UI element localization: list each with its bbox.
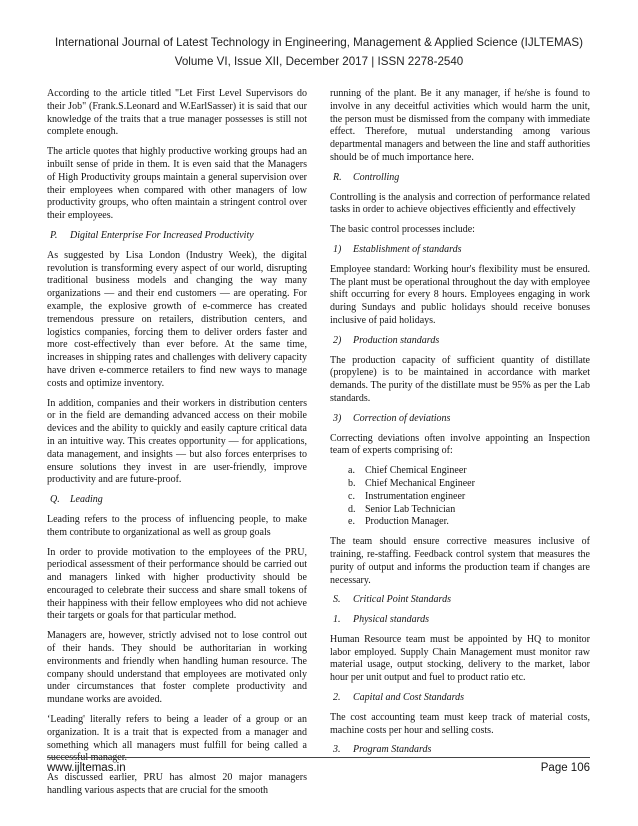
list-text: Production Manager. [365,516,449,528]
paragraph: As suggested by Lisa London (Industry Week), the digital revolution is transforming every aspect of our world, disrupting traditional business models and changing the way many organizations — and their end customers — are operating. For example, the explosive growth of e-commerce has created tremendous pressure on retailers, distribution centers, and logistics companies, forcing them to deliver orders faster and more cost-effectively than ever before. At the same time, increases in shipping rates and challenges with delivery capacity have driven e-commerce retailers to find new ways to manage costs and optimize inventory. [47,249,307,389]
list-marker: e. [348,516,355,528]
list-item [330,516,590,529]
section-title: Production standards [353,334,440,346]
section-number: 2. [333,692,341,704]
paragraph: As discussed earlier, PRU has almost 20 major managers handling various aspects that are crucial for the smooth [47,772,307,797]
section-number: R. [333,171,342,183]
paragraph: Managers are, however, strictly advised not to lose control out of their hands. They should be authoritarian in working environments and friendly when handling human resource. The company should understand that employees are motivated only under circumstances that foster complete productivity and mundane works are avoided. [47,630,307,706]
subsection-heading-3 [330,413,590,426]
section-title: Program Standards [353,744,432,756]
list-text: Chief Chemical Engineer [365,465,467,477]
section-title: Leading [70,494,103,506]
issue-info: Volume VI, Issue XII, December 2017 | ISSN 2278-2540 [174,54,464,68]
list-item [330,491,590,504]
paragraph: The team should ensure corrective measures inclusive of training, re-staffing. Feedback control system that measures the purity of output and informs the production team if changes are necessary. [330,536,590,586]
paragraph: ‘Leading' literally refers to being a leader of a group or an organization. It is a trait that is expected from a manager and something which all managers must fulfill for being called a successful manager. [47,714,307,764]
list-marker: b. [348,477,356,489]
section-title: Correction of deviations [353,412,451,424]
section-number: 1) [333,243,342,255]
section-number: 2) [333,334,342,346]
section-number: S. [333,594,341,606]
subsection-heading-s2 [330,692,590,705]
subsection-heading-s1 [330,614,590,627]
page-footer [47,757,590,774]
journal-website-link[interactable]: www.ijltemas.in [47,762,126,774]
paragraph: Leading refers to the process of influencing people, to make them contribute to organizational as well as group goals [47,513,307,538]
paragraph: running of the plant. Be it any manager, if he/she is found to involve in any deceitful activities which would harm the unit, the person must be dismissed from the company with immediate effect. Therefore, mutual understanding among various departmental managers and between the line and staff authorities should be of much importance here. [330,88,590,163]
paragraph: In addition, companies and their workers in distribution centers or in the field are demanding advanced access on their mobile devices and the ability to quickly and easily capture critical data in an intuitive way. This creates opportunity — for applications, data management, and insights — but also forces enterprises to ensure solutions they invest in are user-friendly, improve productivity and are future-proof. [47,397,307,486]
inspection-team-list [330,465,590,529]
section-title: Critical Point Standards [353,594,451,606]
section-number: 1. [333,614,341,626]
section-heading-q [47,494,307,507]
list-item [330,504,590,517]
paragraph: According to the article titled "Let First Level Supervisors do their Job" (Frank.S.Leonard and W.EarlSasser) it is said that our knowledge of the traits that a true manager possesses is still not complete enough. [47,88,307,138]
section-title: Digital Enterprise For Increased Productivity [70,229,254,241]
section-number: Q. [50,494,60,506]
journal-header [0,34,638,71]
list-item [330,478,590,491]
journal-title: International Journal of Latest Technology in Engineering, Management & Applied Science (IJLTEMAS) [54,36,584,49]
section-heading-s [330,594,590,607]
paragraph: Correcting deviations often involve appointing an Inspection team of experts comprising of: [330,432,590,457]
paragraph: The article quotes that highly productive working groups had an inbuilt sense of pride in them. It is even said that the Managers of High Productivity groups maintain a general supervision over their employees when compared with other managers of low productivity groups, who often maintain a stringent control over their employees. [47,146,307,222]
section-heading-p [47,230,307,243]
list-text: Chief Mechanical Engineer [365,477,475,489]
list-marker: c. [348,490,355,502]
list-text: Instrumentation engineer [365,490,466,502]
list-item [330,465,590,478]
section-number: P. [50,229,58,241]
section-title: Establishment of standards [353,243,462,255]
section-number: 3. [333,744,341,756]
page-number: Page 106 [540,762,590,774]
section-title: Capital and Cost Standards [353,692,465,704]
left-column [47,88,307,805]
right-column [330,88,590,764]
section-heading-r [330,172,590,185]
paragraph: The cost accounting team must keep track of material costs, machine costs per hour and selling costs. [330,711,590,736]
section-title: Controlling [353,171,400,183]
subsection-heading-1 [330,244,590,257]
paragraph: Human Resource team must be appointed by HQ to monitor labor employed. Supply Chain Management must monitor raw material usage, output stocking, delivery to the market, labor hour per unit output and fuel to product ratio etc. [330,633,590,684]
paragraph: The production capacity of sufficient quantity of distillate (propylene) is to be maintained in accordance with market demands. The purity of the distillate must be 95% as per the Lab standards. [330,354,590,404]
paragraph: Controlling is the analysis and correction of performance related tasks in order to achieve objectives efficiently and effectively [330,191,590,216]
subsection-heading-2 [330,335,590,348]
paragraph: In order to provide motivation to the employees of the PRU, periodical assessment of their performance should be carried out and managers linked with higher productivity should be encouraged to celebrate their success and share small tokens of their happiness with their fellow employees who did not achieve their targets or goals for that particular method. [47,546,307,622]
paragraph: Employee standard: Working hour's flexibility must be ensured. The plant must be operational throughout the day with employee shift occurring for every 8 hours. Employees engaging in work during Sundays and public holidays should receive bonuses inclusive of paid holidays. [330,263,590,326]
section-title: Physical standards [353,614,430,626]
subsection-heading-s3 [330,744,590,757]
list-text: Senior Lab Technician [365,503,456,515]
list-marker: d. [348,503,356,515]
section-number: 3) [333,412,342,424]
paragraph: The basic control processes include: [330,224,475,236]
list-marker: a. [348,465,355,477]
